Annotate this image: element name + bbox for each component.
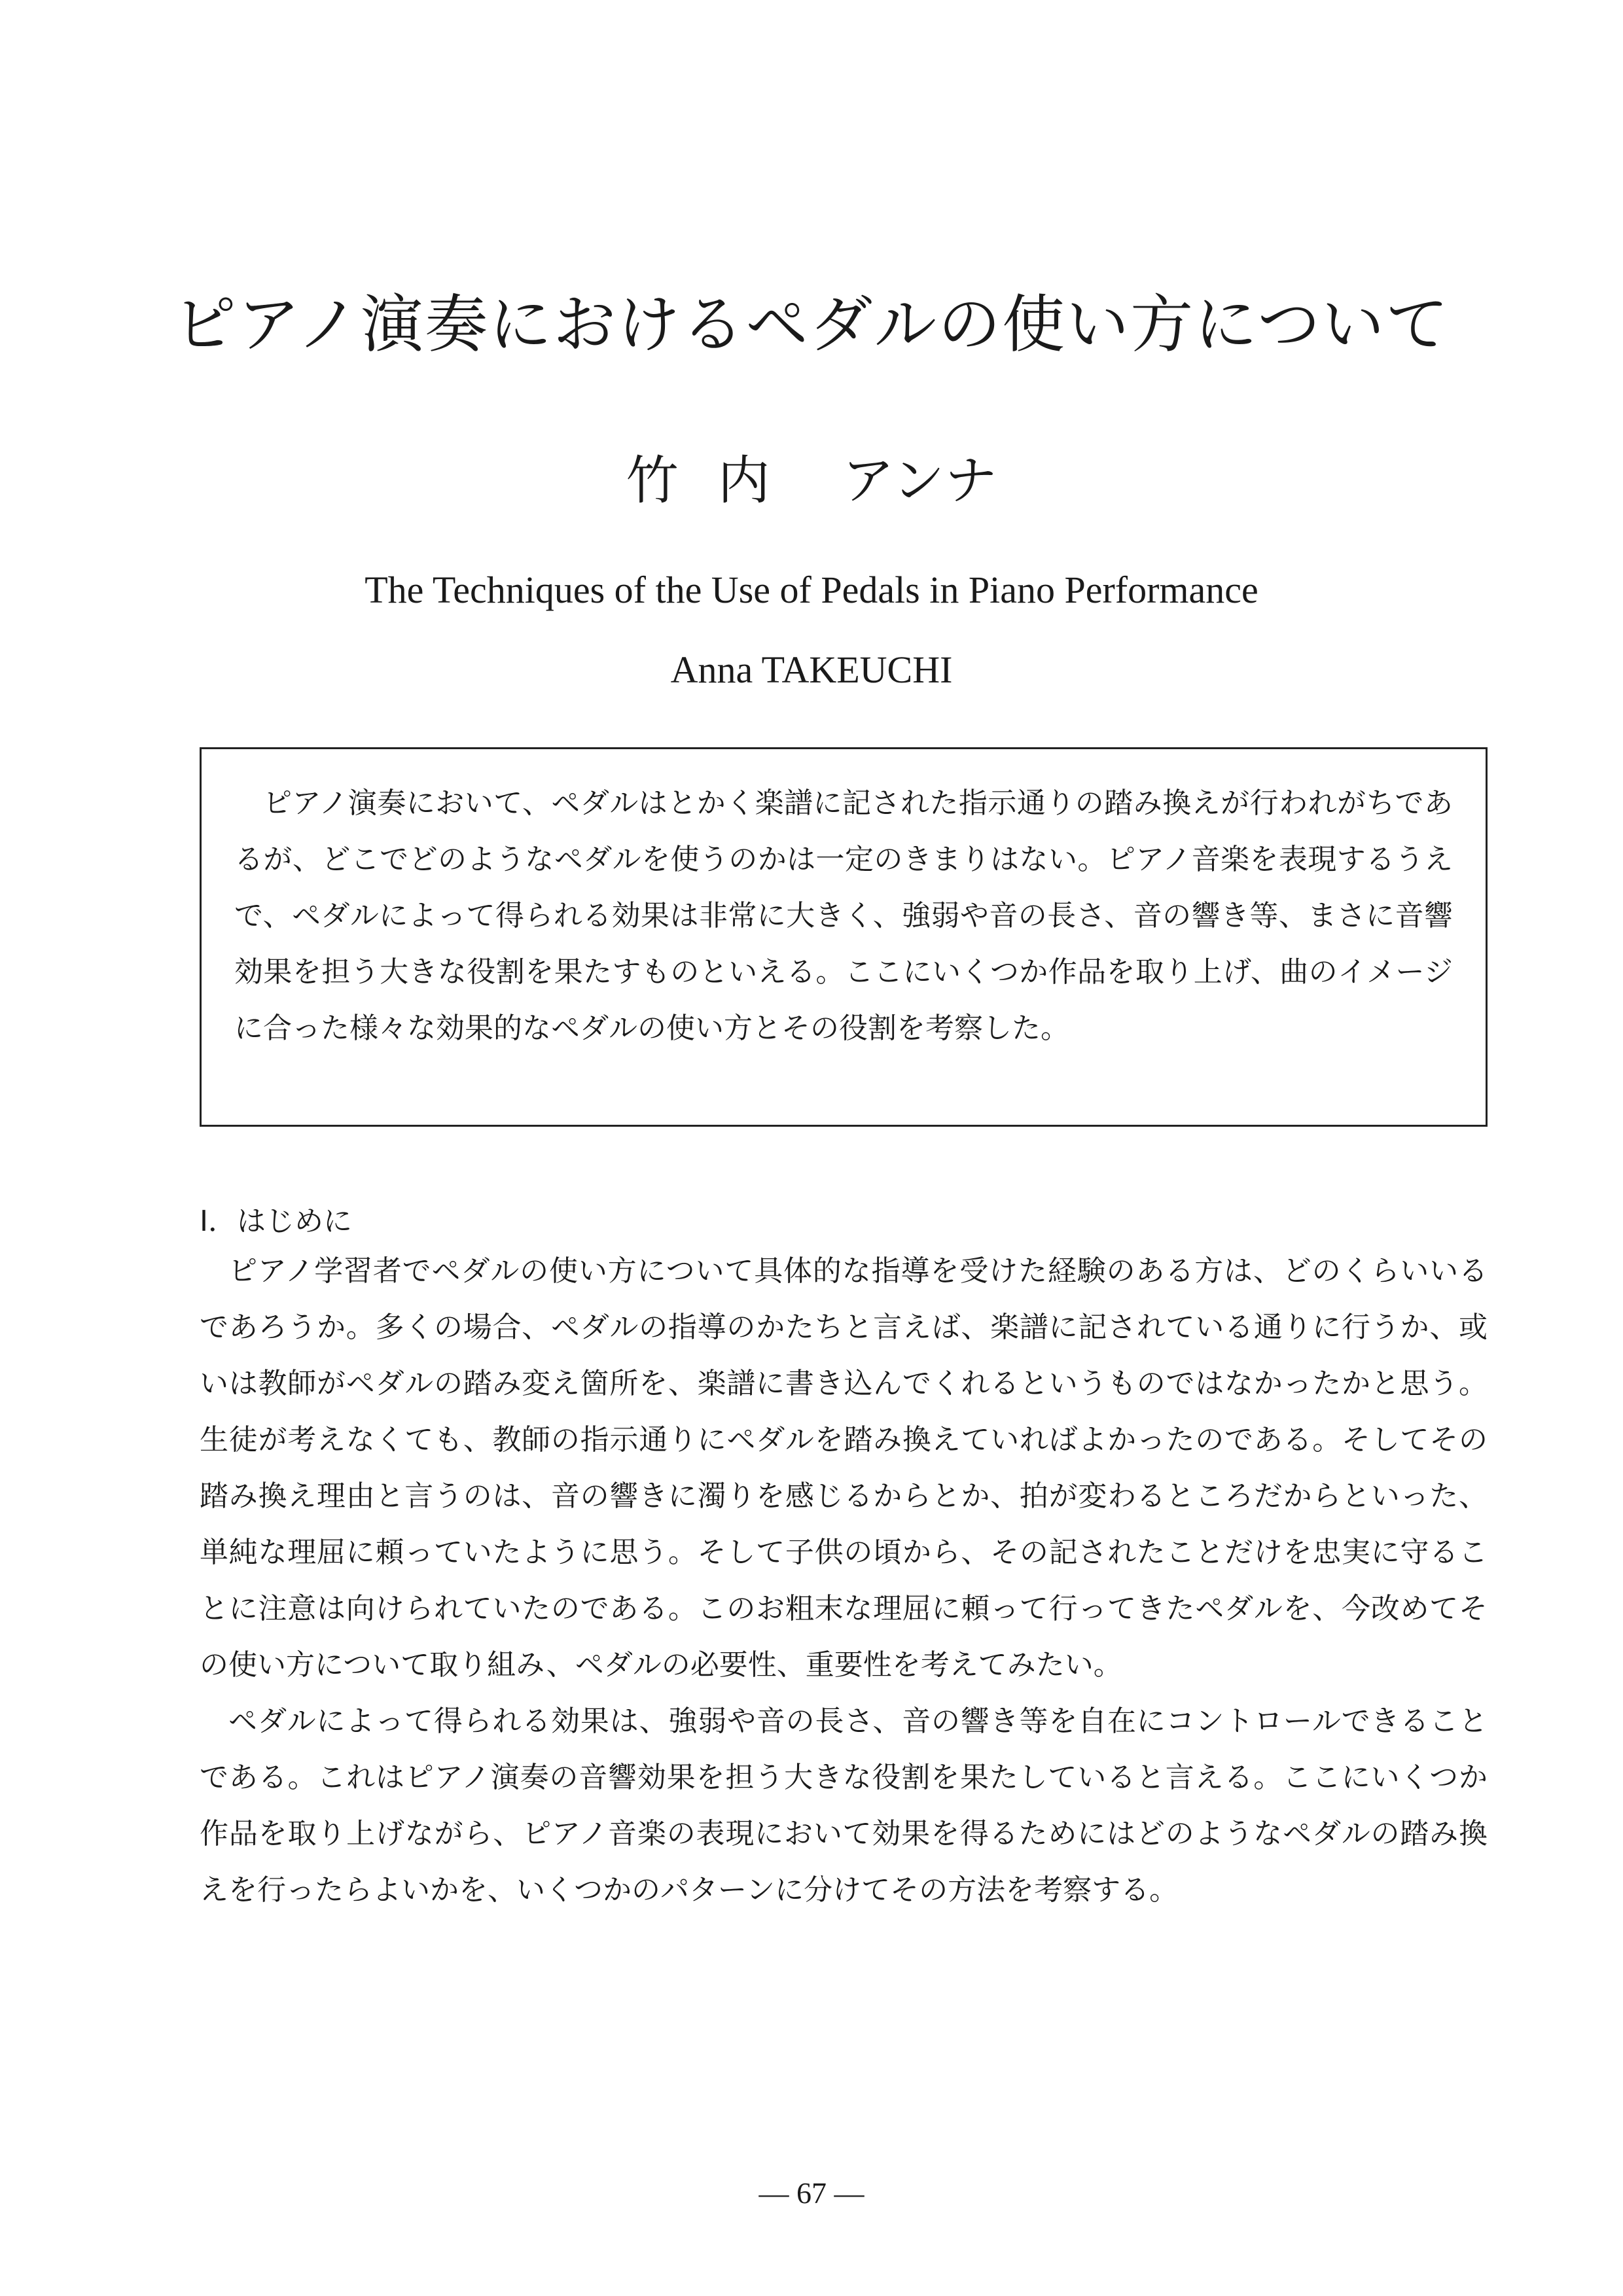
author-name-ja-given: アンナ — [842, 450, 997, 511]
body-paragraph-2: ペダルによって得られる効果は、強弱や音の長さ、音の響き等を自在にコントロールできることである。これはピアノ演奏の音響効果を担う大きな役割を果たしていると言える。ここにいくつか作品を取り上げながら、ピアノ音楽の表現において効果を得るためにはどのようなペダルの踏み換えを行ったらよいかを、いくつかのパターンに分けてその方法を考察する。 — [200, 1704, 1488, 1907]
section-body-introduction — [200, 1243, 1488, 1918]
section-heading-introduction: I．はじめに — [200, 1205, 352, 1238]
abstract-text: ピアノ演奏において、ペダルはとかく楽譜に記された指示通りの踏み換えが行われがちであるが、どこでどのようなペダルを使うのかは一定のきまりはない。ピアノ音楽を表現するうえで、ペダルによって得られる効果は非常に大きく、強弱や音の長さ、音の響き等、まさに音響効果を担う大きな役割を果たすものといえる。ここにいくつか作品を取り上げ、曲のイメージに合った様々な効果的なペダルの使い方とその役割を考察した。 — [234, 786, 1453, 1045]
author-name-ja-family-2: 内 — [717, 450, 770, 511]
author-name-ja — [0, 438, 1623, 514]
author-name-ja-family-1: 竹 — [626, 450, 679, 511]
body-paragraph-1: ピアノ学習者でペダルの使い方について具体的な指導を受けた経験のある方は、どのくらいいるであろうか。多くの場合、ペダルの指導のかたちと言えば、楽譜に記されている通りに行うか、或いは教師がペダルの踏み変え箇所を、楽譜に書き込んでくれるというものではなかったかと思う。生徒が考えなくても、教師の指示通りにペダルを踏み換えていればよかったのである。そしてその踏み換え理由と言うのは、音の響きに濁りを感じるからとか、拍が変わるところだからといった、単純な理屈に頼っていたように思う。そして子供の頃から、その記されたことだけを忠実に守ることに注意は向けられていたのである。このお粗末な理屈に頼って行ってきたペダルを、今改めてその使い方について取り組み、ペダルの必要性、重要性を考えてみたい。 — [200, 1254, 1488, 1682]
paper-title-en: The Techniques of the Use of Pedals in Piano Performance — [365, 569, 1258, 611]
page-number: — 67 — — [758, 2176, 865, 2210]
paper-title-ja: ピアノ演奏におけるペダルの使い方について — [173, 288, 1450, 361]
author-name-en: Anna TAKEUCHI — [670, 648, 953, 691]
abstract-box — [200, 747, 1488, 1127]
